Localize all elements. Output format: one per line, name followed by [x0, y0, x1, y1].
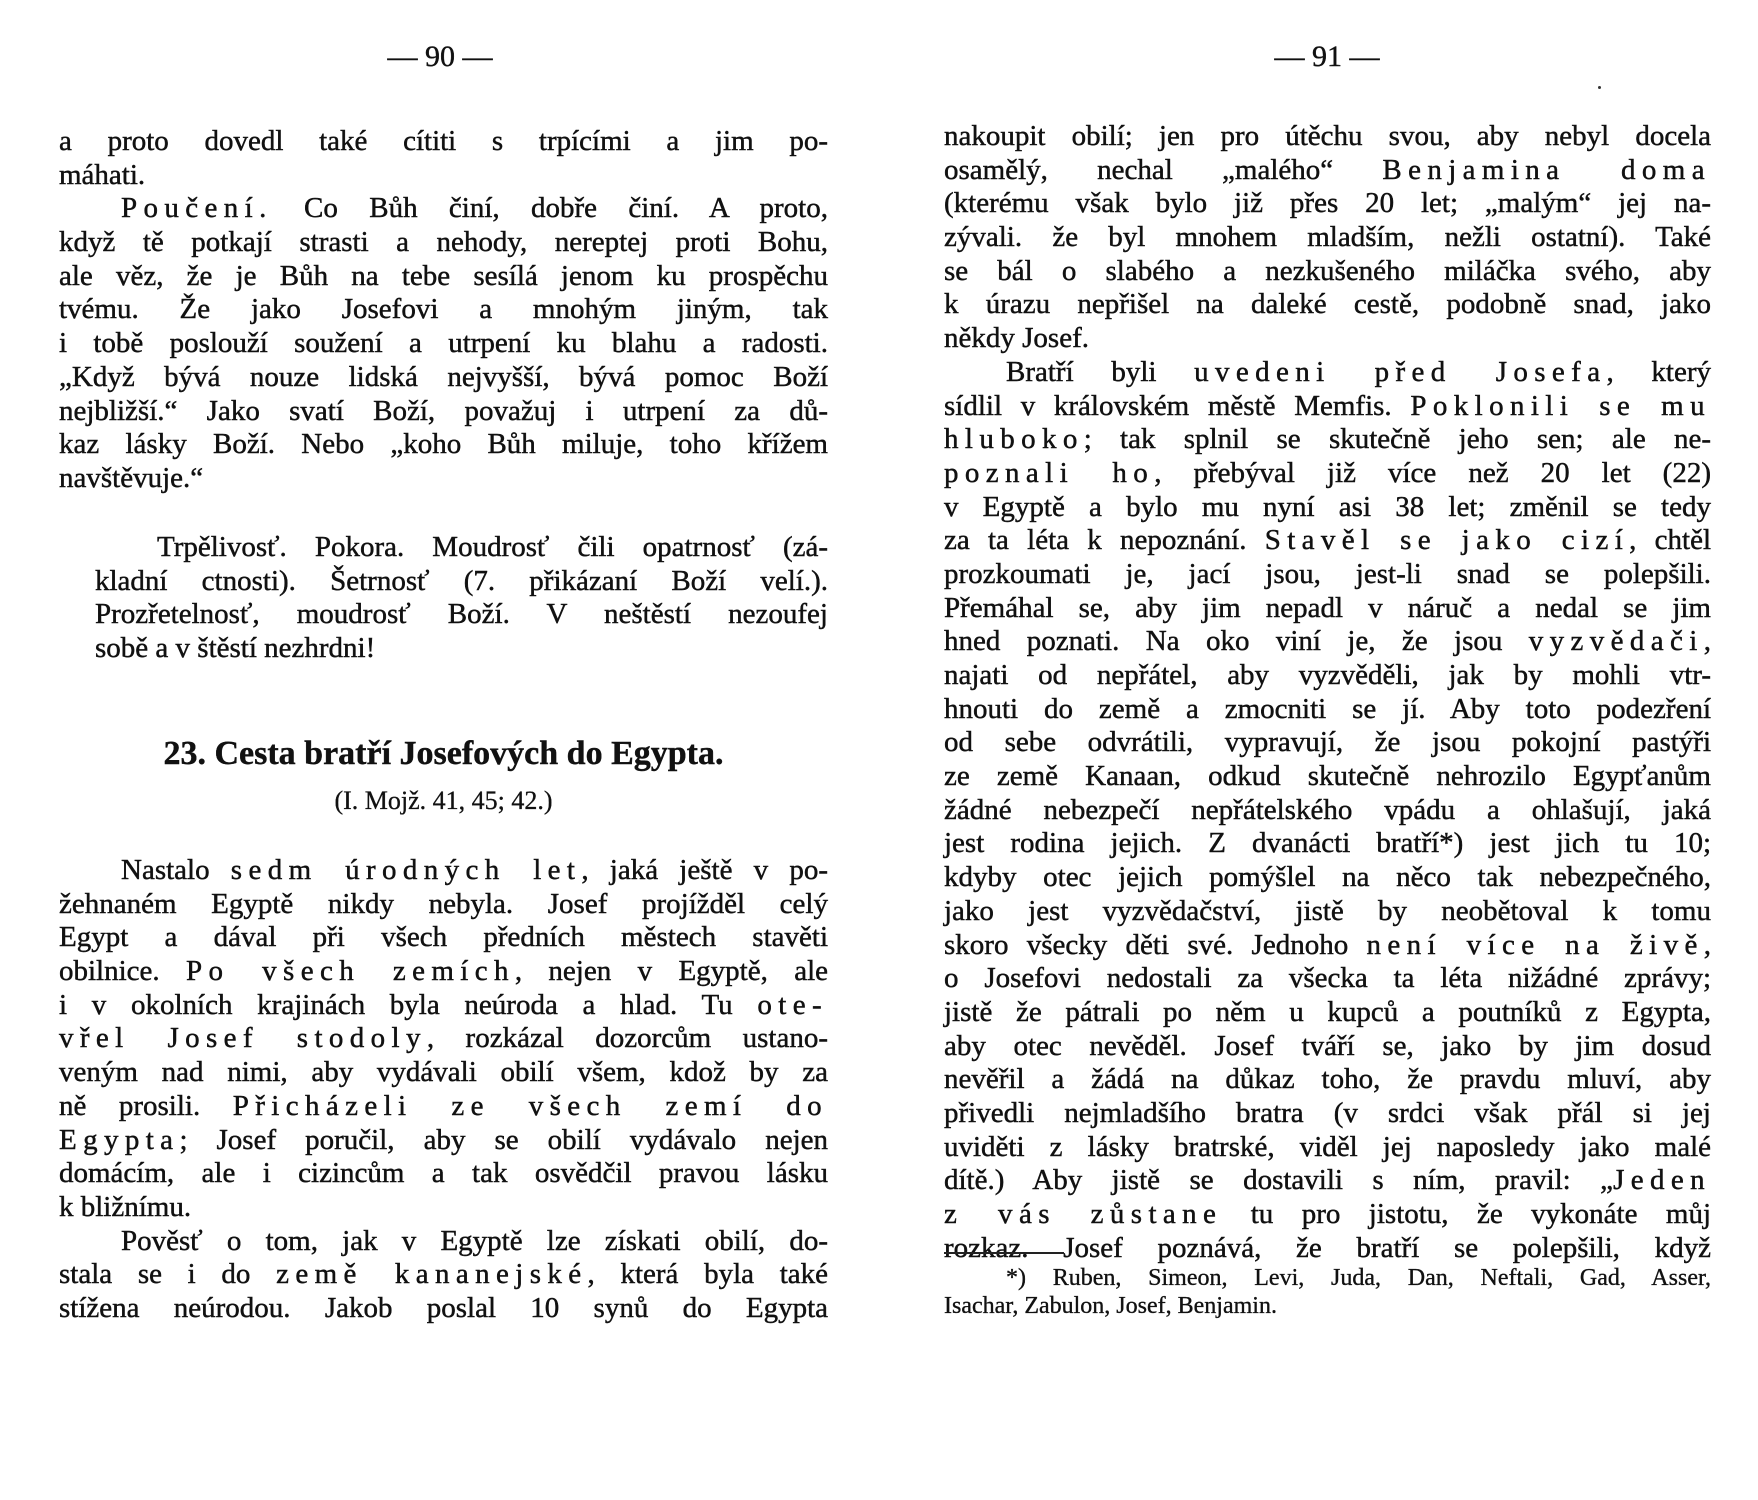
text-line [59, 125, 828, 159]
text-segment: *) Ruben, Simeon, Levi, Juda, Dan, Neftali, Gad, Asser, [1006, 1265, 1711, 1291]
chapter-body-text [59, 854, 828, 1326]
text-line [944, 457, 1711, 491]
emphasized-spaced-text: Benjamina doma [1382, 153, 1711, 186]
text-line [944, 794, 1711, 828]
text-segment: skoro všecky děti své. Jednoho [944, 928, 1367, 961]
text-line [944, 895, 1711, 929]
text-line [59, 260, 828, 294]
paragraph [944, 120, 1711, 356]
text-segment: osamělý, nechal „malého“ [944, 153, 1383, 186]
text-line [59, 293, 828, 327]
text-segment: , chtěl [1629, 524, 1712, 557]
text-segment: Pověsť o tom, jak v Egyptě lze získati obilí, do- [121, 1224, 828, 1257]
paragraph [944, 356, 1711, 1266]
text-line [944, 356, 1711, 390]
text-line [944, 1063, 1711, 1097]
text-segment: , jaká ještě v po- [581, 854, 828, 886]
text-line [944, 962, 1711, 996]
text-line [95, 565, 828, 599]
text-segment: , [1703, 928, 1711, 961]
text-segment: žádné nebezpečí nepřátelského vpádu a ohlašují, jaká [944, 793, 1711, 826]
text-line [944, 592, 1711, 626]
text-line [59, 395, 828, 429]
text-segment: hnouti do země a zmocniti se jí. Aby toto podezření [944, 692, 1711, 725]
right-page-text [944, 120, 1711, 1265]
emphasized-spaced-text: Poklonili se mu [1410, 389, 1712, 422]
text-segment: (kterému však bylo již přes 20 let; „malým“ jej na- [944, 187, 1711, 220]
emphasized-spaced-text: ote- [757, 988, 828, 1021]
text-line [59, 1225, 828, 1259]
text-segment: aby otec nevěděl. Josef tváří se, jako by jim dosud [944, 1029, 1711, 1062]
page-number-right: — 91 — [1274, 40, 1380, 73]
text-segment: , který [1606, 355, 1711, 388]
text-segment: se bál o slabého a nezkušeného miláčka svého, aby [944, 254, 1711, 287]
text-segment: uviděti z lásky bratrské, viděl jej naposledy jako malé [944, 1130, 1711, 1163]
text-line [944, 255, 1711, 289]
text-segment: Bratří byli [1006, 355, 1195, 388]
text-line [59, 921, 828, 955]
text-line [944, 221, 1711, 255]
text-segment: Isachar, Zabulon, Josef, Benjamin. [944, 1293, 1277, 1319]
paragraph [59, 1225, 828, 1326]
text-segment: „Když bývá nouze lidská nejvyšší, bývá pomoc Boží [59, 360, 828, 393]
text-line [59, 854, 828, 888]
emphasized-spaced-text: Egypta [59, 1123, 180, 1156]
chapter-reference: (I. Mojž. 41, 45; 42.) [334, 786, 553, 815]
text-segment: ; tak splnil se skutečně jeho sen; ale ne- [1083, 423, 1711, 456]
text-segment: kaz lásky Boží. Nebo „koho Bůh miluje, toho křížem [59, 428, 828, 461]
text-line [944, 726, 1711, 760]
paragraph [59, 192, 828, 495]
emphasized-spaced-text: Přicházeli ze všech zemí do [232, 1089, 828, 1122]
text-segment: přivedli nejmladšího bratra (v srdci však přál si jej [944, 1096, 1711, 1129]
text-line [944, 1164, 1711, 1198]
text-segment: kdyby otec jejich pomýšlel na něco tak nebezpečného, [944, 861, 1711, 894]
text-line [59, 989, 828, 1023]
text-segment: domácím, ale i cizincům a tak osvědčil pravou lásku [59, 1157, 828, 1190]
page-number-left: — 90 — [387, 40, 493, 73]
text-segment: k úrazu nepřišel na daleké cestě, podobně snad, jako [944, 288, 1711, 321]
chapter-heading: 23. Cesta bratří Josefových do Egypta. [163, 735, 724, 772]
text-segment: , která byla také [587, 1258, 828, 1291]
text-line [59, 1022, 828, 1056]
text-segment: prozkoumati je, jací jsou, jest-li snad se polepšili. [944, 557, 1711, 590]
text-segment: nevěřil a žádá na důkaz toho, že pravdu mluví, aby [944, 1063, 1711, 1096]
text-line [59, 888, 828, 922]
text-segment: tu pro jistotu, že vykonáte můj [1222, 1198, 1711, 1230]
text-line [59, 226, 828, 260]
emphasized-spaced-text: vřel Josef stodoly [59, 1022, 427, 1055]
text-line [944, 929, 1711, 963]
text-line [944, 760, 1711, 794]
text-segment: Přemáhal se, aby jim nepadl v náruč a nedal se jim [944, 591, 1711, 624]
emphasized-spaced-text: sedm úrodných let [230, 854, 582, 886]
text-line [944, 1264, 1711, 1292]
text-segment: , přebýval již více než 20 let (22) [1154, 456, 1711, 489]
text-line [944, 154, 1711, 188]
text-segment: jistě že pátrali po něm u kupců a poutníků z Egypta, [944, 995, 1711, 1028]
text-segment: za ta léta k nepoznání. [944, 524, 1265, 557]
text-segment: sídlil v královském městě Memfis. [944, 389, 1411, 422]
text-segment: máhati. [59, 158, 146, 191]
text-segment: Egypt a dával při všech předních městech stavěti [59, 921, 828, 954]
left-page-text-top [59, 125, 828, 496]
text-line [944, 423, 1711, 457]
text-line [59, 1056, 828, 1090]
text-line [944, 625, 1711, 659]
text-segment: v Egyptě a bylo mu nyní asi 38 let; změnil se tedy [944, 490, 1711, 523]
emphasized-spaced-text: není více na živě [1366, 928, 1704, 961]
text-segment: dítě.) Aby jistě se dostavili s ním, pravil: „ [944, 1164, 1614, 1197]
text-line [944, 659, 1711, 693]
text-line [944, 996, 1711, 1030]
text-line [59, 428, 828, 462]
text-segment: ze země Kanaan, odkud skutečně nehrozilo Egypťanům [944, 760, 1711, 793]
text-line [944, 1198, 1711, 1232]
text-line [59, 955, 828, 989]
text-segment: stala se i do [59, 1258, 277, 1291]
text-segment: i tobě poslouží soužení a utrpení ku blahu a radosti. [59, 327, 828, 360]
text-segment: nakoupit obilí; jen pro útěchu svou, aby nebyl docela [944, 120, 1711, 152]
text-line [59, 1292, 828, 1326]
text-line [944, 558, 1711, 592]
text-segment: sobě a v štěstí nezhrdni! [95, 632, 376, 665]
text-segment: ; Josef poručil, aby se obilí vydávalo nejen [179, 1123, 828, 1156]
text-line [944, 120, 1711, 154]
text-line [59, 361, 828, 395]
text-line [59, 159, 828, 193]
paragraph [59, 854, 828, 1225]
text-segment: a proto dovedl také cítiti s trpícími a jim po- [59, 125, 828, 157]
text-line [944, 491, 1711, 525]
text-line [944, 1131, 1711, 1165]
text-line [59, 1191, 828, 1225]
text-segment: jest rodina jejich. Z dvanácti bratří*) jest jich tu 10; [944, 827, 1711, 860]
text-segment: navštěvuje.“ [59, 461, 204, 494]
text-segment: , nejen v Egyptě, ale [514, 955, 828, 988]
text-segment: i v okolních krajinách byla neúroda a hlad. Tu [59, 988, 758, 1021]
text-line [59, 462, 828, 496]
virtues-summary [95, 531, 828, 666]
text-line [95, 632, 828, 666]
emphasized-spaced-text: Po všech zemích [186, 955, 515, 988]
text-line [944, 693, 1711, 727]
text-segment: když tě potkají strasti a nehody, nereptej proti Bohu, [59, 226, 828, 259]
emphasized-spaced-text: poznali ho [944, 456, 1155, 489]
text-segment: Trpělivosť. Pokora. Moudrosť čili opatrnosť (zá- [157, 531, 828, 563]
text-segment: Prozřetelnosť, moudrosť Boží. V neštěstí nezoufej [95, 598, 828, 631]
text-line [59, 1157, 828, 1191]
text-segment: , [1703, 625, 1711, 658]
text-segment: kladní ctnosti). Šetrnosť (7. přikázaní Boží velí.). [95, 564, 828, 597]
text-line [59, 1090, 828, 1124]
paragraph [944, 1264, 1711, 1320]
text-segment: o Josefovi nedostali za všecka ta léta nižádné zprávy; [944, 962, 1711, 995]
scan-speck [1598, 86, 1601, 89]
text-segment: , rozkázal dozorcům ustano- [426, 1022, 828, 1055]
emphasized-spaced-text: země kananejské [276, 1258, 588, 1291]
text-segment: hned poznati. Na oko viní je, že jsou [944, 625, 1529, 658]
text-line [944, 827, 1711, 861]
text-line [944, 1232, 1711, 1266]
emphasized-spaced-text: Jeden [1613, 1164, 1711, 1197]
text-line [59, 1124, 828, 1158]
paragraph [59, 125, 828, 192]
emphasized-spaced-text: z vás zůstane [944, 1198, 1223, 1230]
emphasized-spaced-text: Stavěl se jako cizí [1264, 524, 1630, 557]
text-line [944, 322, 1711, 356]
text-line [95, 598, 828, 632]
text-segment: tvému. Že jako Josefovi a mnohým jiným, tak [59, 293, 828, 326]
footnote-divider [944, 1252, 1064, 1254]
emphasized-spaced-text: hluboko [944, 423, 1084, 456]
text-line [944, 1030, 1711, 1064]
text-segment: ně prosili. [59, 1089, 233, 1122]
text-segment: zývali. že byl mnohem mladším, nežli ostatní). Také [944, 221, 1711, 254]
text-segment: veným nad nimi, aby vydávali obilí všem, kdož by za [59, 1056, 828, 1089]
footnote [944, 1264, 1711, 1320]
text-line [944, 187, 1711, 221]
text-line [59, 1258, 828, 1292]
text-segment: jako jest vyzvědačství, jistě by neobětoval k tomu [944, 894, 1711, 927]
text-segment: Nastalo [121, 854, 231, 886]
text-segment: ale věz, že je Bůh na tebe sesílá jenom ku prospěchu [59, 259, 828, 292]
text-line [944, 1292, 1711, 1320]
text-segment: najati od nepřátel, aby vyzvěděli, jak by mohli vtr- [944, 659, 1711, 691]
text-line [944, 390, 1711, 424]
paragraph [95, 531, 828, 666]
text-segment: Co Bůh činí, dobře činí. A proto, [272, 192, 828, 225]
text-line [944, 1097, 1711, 1131]
text-segment: nejbližší.“ Jako svatí Boží, považuj i utrpení za dů- [59, 394, 828, 427]
text-line [95, 531, 828, 565]
text-segment: od sebe odvrátili, vypravují, že jsou pokojní pastýři [944, 726, 1711, 759]
text-segment: obilnice. [59, 955, 187, 988]
text-line [944, 861, 1711, 895]
text-segment: rozkaz. Josef poznává, že bratří se polepšili, když [944, 1231, 1711, 1264]
text-line [59, 192, 828, 226]
emphasized-spaced-text: Poučení. [121, 192, 273, 225]
text-segment: stížena neúrodou. Jakob poslal 10 synů do Egypta [59, 1291, 828, 1324]
text-line [944, 288, 1711, 322]
text-line [944, 524, 1711, 558]
emphasized-spaced-text: uvedeni před Josefa [1194, 355, 1607, 388]
text-segment: někdy Josef. [944, 322, 1089, 355]
emphasized-spaced-text: vyzvědači [1528, 625, 1704, 658]
text-line [59, 327, 828, 361]
text-segment: k bližnímu. [59, 1190, 192, 1223]
text-segment: žehnaném Egyptě nikdy nebyla. Josef projížděl celý [59, 887, 828, 920]
